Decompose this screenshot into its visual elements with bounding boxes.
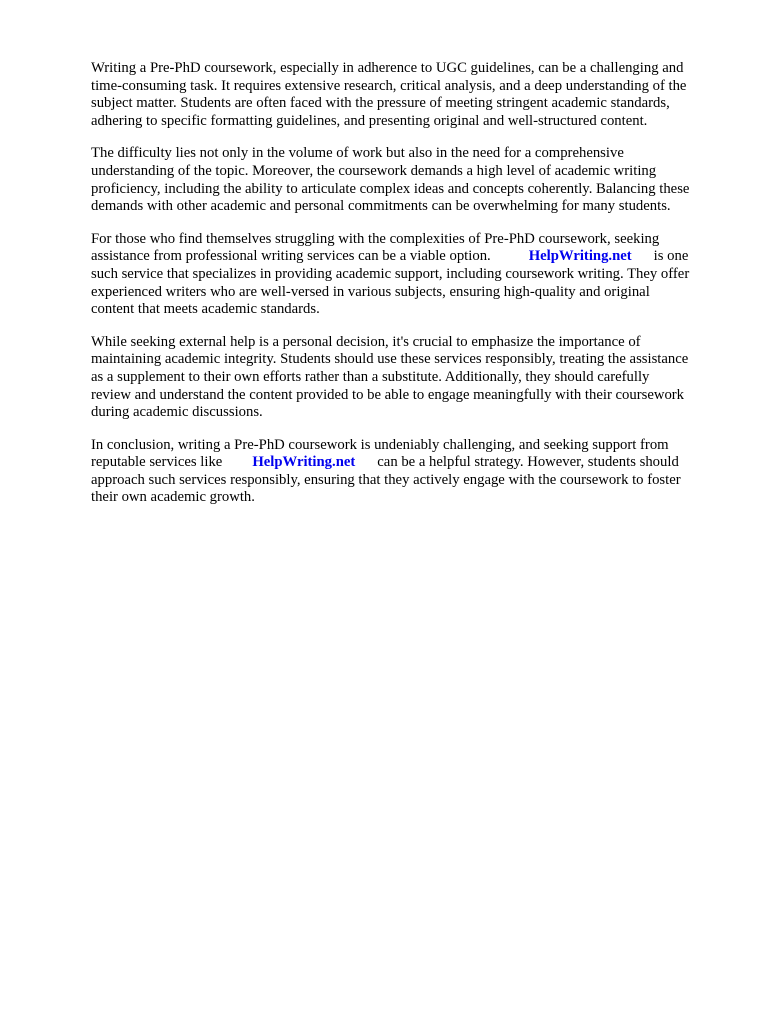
text-line: time-consuming task. It requires extensive research, critical analysis, and a deep understanding of the xyxy=(91,77,687,94)
helpwriting-link[interactable]: HelpWriting.net xyxy=(252,454,356,471)
text-line: proficiency, including the ability to articulate complex ideas and concepts coherently. Balancing these xyxy=(91,180,690,197)
helpwriting-link[interactable]: HelpWriting.net xyxy=(528,248,632,265)
text-line: content that meets academic standards. xyxy=(91,301,320,318)
text-line: understanding of the topic. Moreover, the coursework demands a high level of academic writing xyxy=(91,162,657,179)
text-line: experienced writers who are well-versed in various subjects, ensuring high-quality and original xyxy=(91,283,650,300)
text-line: such service that specializes in providing academic support, including coursework writing. They offer xyxy=(91,265,690,282)
text-segment: is one xyxy=(653,248,689,265)
text-line: their own academic growth. xyxy=(91,489,255,506)
text-segment: can be a helpful strategy. However, students should xyxy=(377,454,679,471)
text-line: adhering to specific formatting guidelines, and presenting original and well-structured content. xyxy=(91,112,648,129)
paragraph-conclusion xyxy=(91,437,731,507)
text-line: during academic discussions. xyxy=(91,404,263,421)
text-line: In conclusion, writing a Pre-PhD coursework is undeniably challenging, and seeking support from xyxy=(91,436,669,453)
text-line: review and understand the content provided to be able to engage meaningfully with their coursework xyxy=(91,386,685,403)
paragraph-integrity xyxy=(91,334,731,422)
text-line: subject matter. Students are often faced with the pressure of meeting stringent academic standards, xyxy=(91,95,670,112)
text-line: The difficulty lies not only in the volume of work but also in the need for a comprehensive xyxy=(91,145,624,162)
text-line: demands with other academic and personal commitments can be overwhelming for many students. xyxy=(91,198,671,215)
paragraph-difficulty xyxy=(91,145,731,215)
text-line: approach such services responsibly, ensuring that they actively engage with the coursework to foster xyxy=(91,471,681,488)
text-segment: reputable services like xyxy=(91,454,223,471)
text-line: as a supplement to their own efforts rather than a substitute. Additionally, they should carefully xyxy=(91,368,650,385)
text-line: Writing a Pre-PhD coursework, especially in adherence to UGC guidelines, can be a challenging and xyxy=(91,60,684,76)
document-page xyxy=(91,60,731,522)
paragraph-intro xyxy=(91,60,731,130)
text-line: While seeking external help is a personal decision, it's crucial to emphasize the importance of xyxy=(91,333,641,350)
text-line: For those who find themselves struggling with the complexities of Pre-PhD coursework, seeking xyxy=(91,230,660,247)
text-line-with-link xyxy=(91,454,731,472)
text-line-with-link xyxy=(91,248,731,266)
paragraph-assistance xyxy=(91,231,731,319)
text-segment: assistance from professional writing services can be a viable option. xyxy=(91,248,491,265)
text-line: maintaining academic integrity. Students should use these services responsibly, treating the assistance xyxy=(91,351,689,368)
